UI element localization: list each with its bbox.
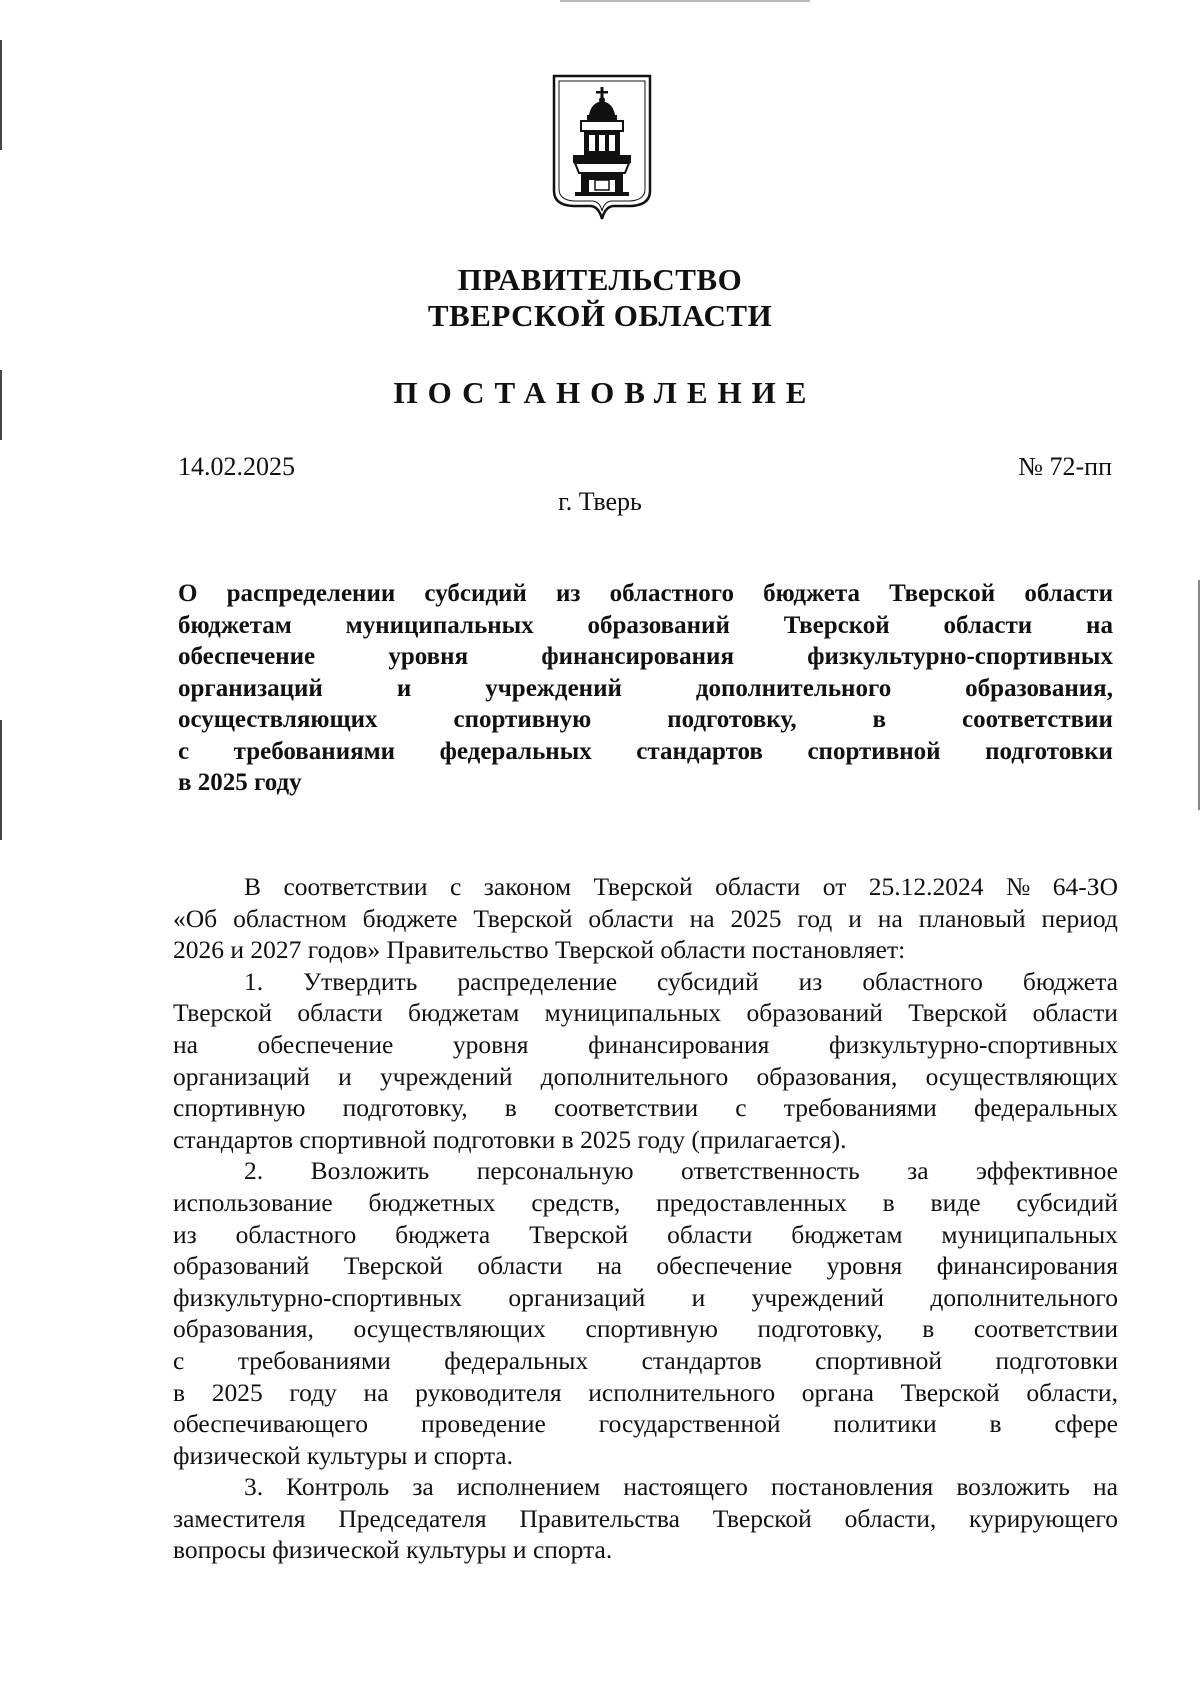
word: субсидий xyxy=(1016,1187,1118,1217)
word: 25.12.2024 xyxy=(868,872,984,901)
word: с xyxy=(735,1093,747,1123)
word: Тверской xyxy=(783,611,890,639)
word: бюджета xyxy=(1022,966,1118,996)
word: подготовку, xyxy=(757,1314,883,1344)
word: 2025 xyxy=(211,1377,263,1407)
word: субсидий xyxy=(657,966,759,996)
word: в xyxy=(872,706,887,733)
word: Председателя xyxy=(338,1503,487,1533)
document-date: 14.02.2025 xyxy=(178,452,295,481)
word: на xyxy=(597,1251,622,1281)
word: финансирования xyxy=(936,1251,1118,1281)
body-line: вопросы физической культуры и спорта. xyxy=(173,1535,613,1565)
word: период xyxy=(1041,903,1118,933)
word: ответственность xyxy=(681,1156,860,1186)
word: сфере xyxy=(1054,1409,1118,1439)
word: обеспечение xyxy=(656,1251,793,1281)
word: подготовку, xyxy=(342,1093,468,1123)
word: 3. xyxy=(244,1472,264,1502)
word: предоставленных xyxy=(656,1187,847,1217)
word: областного xyxy=(609,580,735,607)
word: области xyxy=(477,1251,563,1281)
word: дополнительного xyxy=(930,1282,1118,1312)
word: Правительства xyxy=(519,1503,680,1533)
word: № xyxy=(1006,872,1031,901)
word: на xyxy=(173,1029,198,1059)
body-line xyxy=(173,1187,1118,1219)
word: физкультурно-спортивных xyxy=(807,643,1113,670)
word: субсидий xyxy=(424,580,527,607)
word: постановления xyxy=(770,1472,934,1502)
word: федеральных xyxy=(973,1093,1118,1123)
body-line xyxy=(173,1250,1118,1282)
word: за xyxy=(412,1472,434,1502)
word: бюджетных xyxy=(368,1187,496,1217)
word: соответствии xyxy=(554,1093,699,1123)
word: на xyxy=(689,903,715,933)
word: дополнительного xyxy=(695,674,892,702)
word: областного xyxy=(862,966,983,996)
word: бюджете xyxy=(362,903,458,933)
body-line xyxy=(173,1029,1118,1061)
word: виде xyxy=(930,1187,981,1217)
word: дополнительного xyxy=(540,1061,729,1091)
word: бюджета xyxy=(395,1219,491,1249)
word: в xyxy=(882,1187,895,1217)
word: обеспечивающего xyxy=(173,1409,369,1439)
government-name-line1: ПРАВИТЕЛЬСТВО xyxy=(457,262,743,297)
body-line xyxy=(173,871,1118,903)
word: муниципальных xyxy=(941,1219,1118,1249)
word: государственной xyxy=(598,1409,781,1439)
resolution-body xyxy=(173,871,1118,1566)
body-line xyxy=(173,1313,1118,1345)
word: Контроль xyxy=(286,1472,390,1502)
word: в xyxy=(922,1314,935,1344)
body-line xyxy=(173,1503,1118,1535)
word: году xyxy=(289,1377,337,1407)
word: федеральных xyxy=(439,737,592,765)
tver-coat-of-arms-icon xyxy=(551,73,653,223)
word: соответствии xyxy=(962,706,1113,733)
scan-border-mark xyxy=(0,720,2,840)
word: обеспечение xyxy=(178,643,316,670)
word: на xyxy=(877,903,903,933)
body-line xyxy=(173,1219,1118,1251)
word: руководителя xyxy=(415,1377,562,1407)
word: области, xyxy=(844,1503,937,1533)
body-line xyxy=(173,997,1118,1029)
word: Тверской xyxy=(889,580,996,607)
word: за xyxy=(907,1156,929,1186)
word: области xyxy=(667,1219,753,1249)
word: области xyxy=(943,611,1033,639)
word: органа xyxy=(801,1377,874,1407)
word: Тверской xyxy=(593,872,693,901)
document-type-heading: ПОСТАНОВЛЕНИЕ xyxy=(393,375,817,410)
word: Тверской xyxy=(900,1377,1000,1407)
word: области, xyxy=(1026,1377,1118,1407)
word: распределении xyxy=(226,580,396,607)
title-line xyxy=(178,673,1113,705)
word: бюджета xyxy=(763,580,860,607)
word: областном xyxy=(233,903,347,933)
word: в xyxy=(173,1377,186,1407)
word: настоящего xyxy=(623,1472,748,1502)
word: с xyxy=(450,872,462,901)
word: распределение xyxy=(457,966,618,996)
word: федеральных xyxy=(444,1345,589,1375)
word: курирующего xyxy=(969,1503,1118,1533)
word: на xyxy=(1092,1472,1118,1502)
word: спортивную xyxy=(585,1314,718,1344)
word: исполнительного xyxy=(588,1377,776,1407)
word: муниципальных xyxy=(544,998,722,1028)
word: законом xyxy=(483,872,572,901)
word: бюджетам xyxy=(791,1219,903,1249)
word: учреждений xyxy=(485,674,622,702)
word: 64-ЗО xyxy=(1052,872,1118,901)
word: спортивной xyxy=(807,737,941,765)
word: Возложить xyxy=(310,1156,430,1186)
body-line xyxy=(173,1061,1118,1093)
word: на xyxy=(363,1377,389,1407)
body-line xyxy=(173,903,1118,935)
word: спортивную xyxy=(453,706,592,733)
word: обеспечение xyxy=(257,1029,394,1059)
word: стандартов xyxy=(641,1345,762,1375)
body-line xyxy=(173,1377,1118,1409)
title-line xyxy=(178,736,1113,768)
word: области xyxy=(1024,580,1113,607)
word: 2025 xyxy=(730,903,782,933)
word: персональную xyxy=(476,1156,634,1186)
government-name-line2: ТВЕРСКОЙ ОБЛАСТИ xyxy=(427,298,773,333)
word: требованиями xyxy=(237,1345,391,1375)
body-line: физической культуры и спорта. xyxy=(173,1440,514,1470)
word: политики xyxy=(833,1409,937,1439)
word: исполнением xyxy=(456,1472,601,1502)
word: в xyxy=(504,1093,517,1123)
word: спортивной xyxy=(815,1345,943,1375)
resolution-title xyxy=(178,578,1113,799)
word: Тверской xyxy=(712,1503,812,1533)
body-line xyxy=(173,1345,1118,1377)
word: учреждений xyxy=(751,1282,885,1312)
word: спортивную xyxy=(173,1093,306,1123)
word: области xyxy=(1032,998,1118,1028)
word: возложить xyxy=(956,1472,1070,1502)
word: Утвердить xyxy=(303,966,418,996)
word: финансирования xyxy=(588,1029,770,1059)
word: требованиями xyxy=(233,737,396,765)
word: с xyxy=(173,1345,185,1375)
word: Тверской xyxy=(529,1219,629,1249)
word: образований xyxy=(587,611,730,639)
title-line xyxy=(178,610,1113,642)
word: требованиями xyxy=(783,1093,937,1123)
word: областного xyxy=(235,1219,357,1249)
word: Тверской xyxy=(173,998,273,1028)
word: физкультурно-спортивных xyxy=(829,1029,1118,1059)
word: организаций xyxy=(173,1061,310,1091)
word: 1. xyxy=(244,966,264,996)
word: эффективное xyxy=(976,1156,1118,1186)
word: использование xyxy=(173,1187,333,1217)
word: области xyxy=(588,903,674,933)
word: из xyxy=(798,966,823,996)
word: О xyxy=(178,580,198,607)
word: области xyxy=(715,872,801,901)
word: уровня xyxy=(388,643,469,670)
word: уровня xyxy=(826,1251,903,1281)
word: муниципальных xyxy=(345,611,534,639)
body-line xyxy=(173,1408,1118,1440)
word: соответствии xyxy=(283,872,428,901)
word: области xyxy=(297,998,383,1028)
word: плановый xyxy=(918,903,1026,933)
title-line xyxy=(178,704,1113,736)
word: учреждений xyxy=(379,1061,513,1091)
word: образования, xyxy=(173,1314,314,1344)
word: Тверской xyxy=(473,903,573,933)
word: образований xyxy=(173,1251,310,1281)
word: осуществляющих xyxy=(178,706,378,733)
body-line xyxy=(173,1155,1118,1187)
body-line xyxy=(173,1092,1118,1124)
word: образования, xyxy=(756,1061,898,1091)
word: В xyxy=(244,872,262,901)
word: и xyxy=(691,1282,706,1312)
body-line xyxy=(173,966,1118,998)
word: средств, xyxy=(531,1187,621,1217)
word: «Об xyxy=(173,903,218,933)
word: финансирования xyxy=(541,643,734,670)
title-line xyxy=(178,641,1113,673)
word: организаций xyxy=(178,674,323,702)
word: из xyxy=(173,1219,197,1249)
word: в xyxy=(989,1409,1002,1439)
word: проведение xyxy=(420,1409,546,1439)
word: стандартов xyxy=(636,737,763,765)
document-number: № 72-пп xyxy=(1018,452,1112,481)
word: из xyxy=(555,580,581,607)
body-line: стандартов спортивной подготовки в 2025 году (прилагается). xyxy=(173,1124,847,1154)
word: бюджетам xyxy=(408,998,520,1028)
word: и xyxy=(396,674,412,702)
word: год xyxy=(797,903,833,933)
document-city: г. Тверь xyxy=(558,487,642,516)
word: заместителя xyxy=(173,1503,306,1533)
title-line xyxy=(178,578,1113,610)
word: образований xyxy=(746,998,883,1028)
word: на xyxy=(1086,611,1113,639)
word: от xyxy=(822,872,847,901)
title-line: в 2025 году xyxy=(178,769,302,796)
word: Тверской xyxy=(343,1251,443,1281)
word: подготовку, xyxy=(667,706,797,733)
word: бюджетам xyxy=(178,611,292,639)
word: с xyxy=(178,737,190,765)
word: организаций xyxy=(508,1282,646,1312)
body-line xyxy=(173,1471,1118,1503)
word: физкультурно-спортивных xyxy=(173,1282,462,1312)
word: и xyxy=(848,903,862,933)
word: Тверской xyxy=(908,998,1008,1028)
word: уровня xyxy=(452,1029,529,1059)
word: 2. xyxy=(244,1156,264,1186)
body-line: 2026 и 2027 годов» Правительство Тверской области постановляет: xyxy=(173,935,906,965)
scan-border-mark xyxy=(560,0,810,2)
word: подготовки xyxy=(995,1345,1118,1375)
word: подготовки xyxy=(985,737,1113,765)
word: образования, xyxy=(965,674,1113,702)
word: соответствии xyxy=(973,1314,1118,1344)
scan-border-mark xyxy=(0,40,2,150)
word: осуществляющих xyxy=(353,1314,546,1344)
word: осуществляющих xyxy=(925,1061,1118,1091)
word: и xyxy=(338,1061,352,1091)
body-line xyxy=(173,1282,1118,1314)
